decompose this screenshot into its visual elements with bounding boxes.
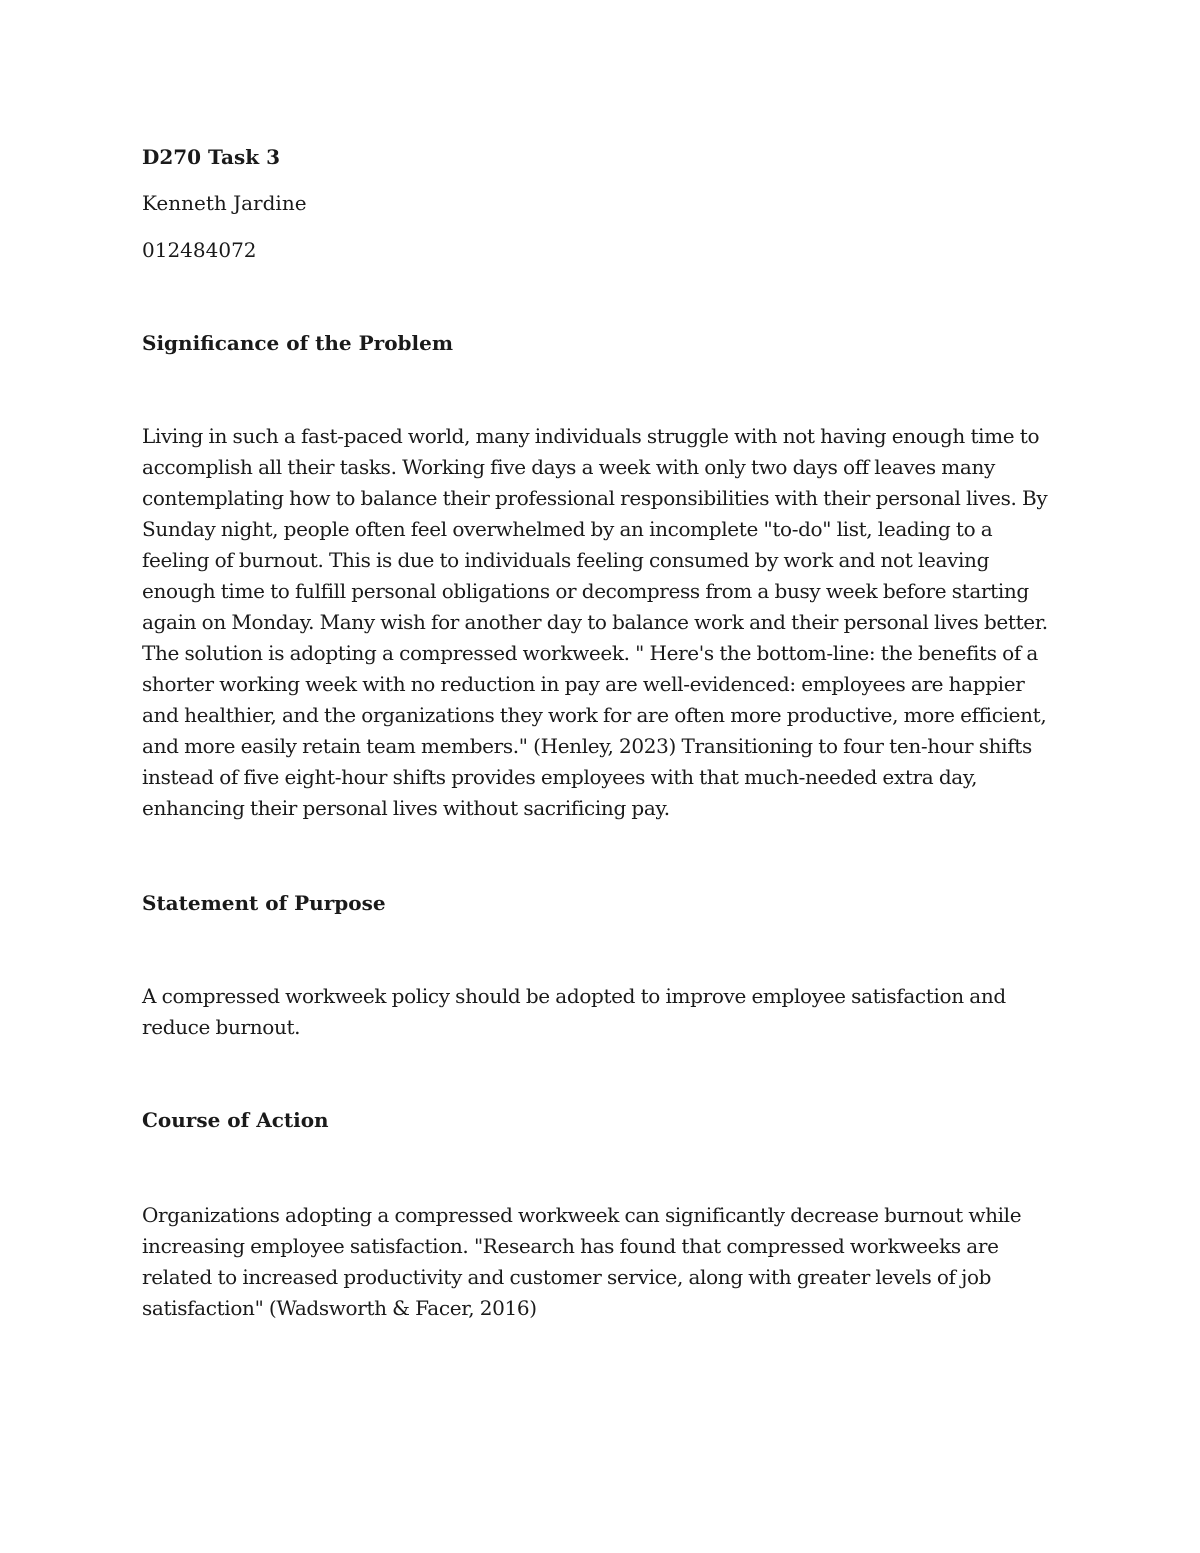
section-heading-action: Course of Action — [142, 1108, 329, 1132]
student-id: 012484072 — [142, 238, 257, 262]
section-body-action: Organizations adopting a compressed workweek can significantly decrease burnout while increasing employee satisfaction. "Research has found that compressed workweeks are related to increased productivity and customer service, along with greater levels of job satisfaction" (Wadsworth & Facer, 2016) — [142, 1203, 1022, 1320]
section-body-significance: Living in such a fast-paced world, many individuals struggle with not having enough time to accomplish all their tasks. Working five days a week with only two days off leaves many contemplating how to balance their professional responsibilities with their personal lives. By Sunday night, people often feel overwhelmed by an incomplete "to-do" list, leading to a feeling of burnout. This is due to individuals feeling consumed by work and not leaving enough time to fulfill personal obligations or decompress from a busy week before starting again on Monday. Many wish for another day to balance work and their personal lives better. The solution is adopting a compressed workweek. " Here's the bottom-line: the benefits of a shorter working week with no reduction in pay are well-evidenced: employees are happier and healthier, and the organizations they work for are often more productive, more efficient, and more easily retain team members." (Henley, 2023) Transitioning to four ten-hour shifts instead of five eight-hour shifts provides employees with that much-needed extra day, enhancing their personal lives without sacrificing pay. — [142, 424, 1048, 820]
document-title: D270 Task 3 — [142, 145, 280, 169]
section-heading-purpose: Statement of Purpose — [142, 891, 386, 915]
section-body-purpose: A compressed workweek policy should be adopted to improve employee satisfaction and reduce burnout. — [142, 984, 1006, 1039]
section-heading-significance: Significance of the Problem — [142, 331, 454, 355]
author-name: Kenneth Jardine — [142, 191, 307, 215]
